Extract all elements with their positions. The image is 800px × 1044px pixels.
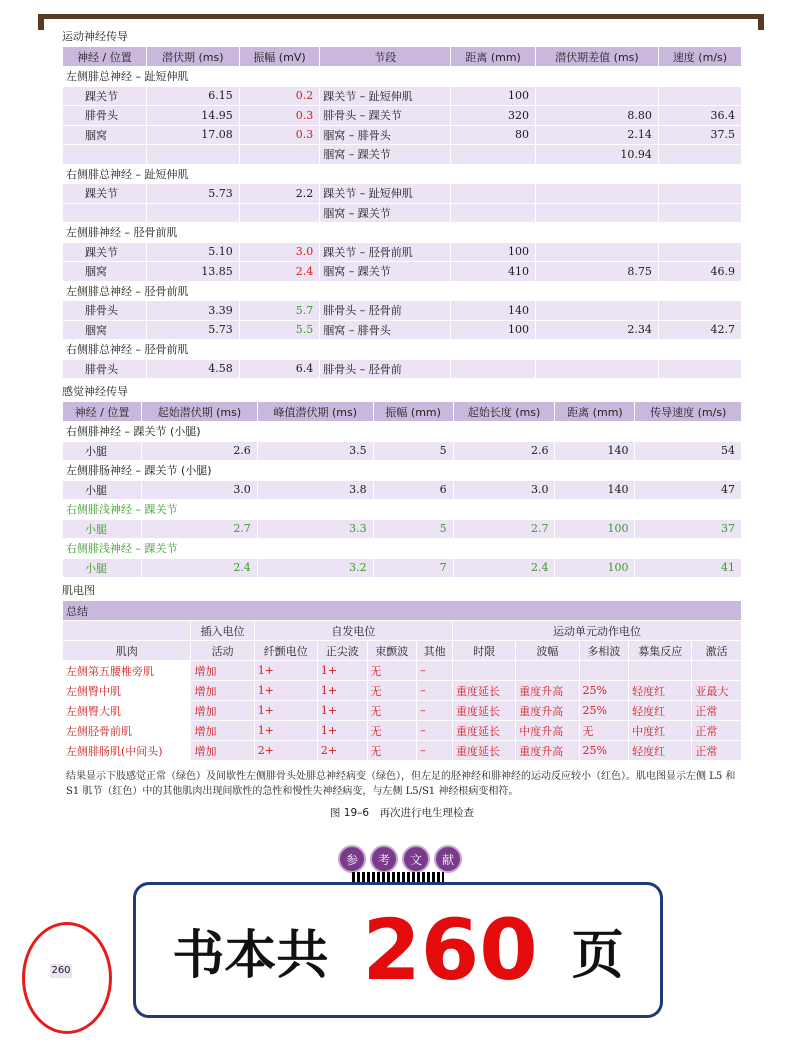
emg-value-cell: –: [417, 661, 453, 681]
top-decorative-bar: [40, 14, 762, 19]
value-cell: 2.6: [453, 441, 555, 461]
latency-cell: 3.39: [146, 301, 239, 321]
emg-value-cell: 正常: [692, 701, 742, 721]
latency-cell: 5.10: [146, 242, 239, 262]
latency-diff-cell: [536, 203, 659, 223]
value-cell: 100: [555, 558, 635, 578]
site-cell: 小腿: [63, 480, 142, 500]
figure-caption: 结果显示下肢感觉正常（绿色）及间歇性左侧腓骨头处腓总神经病变（绿色），但左足的胫神经和腓神经的运动反应较小（红色）。肌电图显示左侧 L5 和 S1 肌节（红色）中的其他肌肉出现间歇性的急性和慢性失神经病变，与左侧 L5/S1 神经根病变相符。: [66, 771, 736, 797]
emg-header-6: 时限: [453, 641, 516, 661]
amplitude-cell: 2.2: [239, 184, 320, 204]
table-row: [63, 340, 742, 360]
table-row: [63, 203, 742, 223]
emg-value-cell: 轻度红: [629, 701, 692, 721]
segment-cell: 腓骨头 – 胫骨前: [320, 359, 451, 379]
emg-value-cell: 增加: [191, 721, 254, 741]
table-row: [63, 480, 742, 500]
table-row: [63, 125, 742, 145]
emg-value-cell: 重度升高: [516, 681, 579, 701]
motor-header-2: 振幅 (mV): [239, 47, 320, 67]
distance-cell: 410: [451, 262, 536, 282]
emg-value-cell: [692, 661, 742, 681]
value-cell: 54: [635, 441, 742, 461]
table-row: [63, 422, 742, 442]
emg-table: [62, 600, 742, 761]
latency-diff-cell: 10.94: [536, 145, 659, 165]
table-row: [63, 721, 742, 741]
site-cell: 踝关节: [63, 86, 147, 106]
table-row: [63, 741, 742, 761]
distance-cell: [451, 145, 536, 165]
table-row: [63, 539, 742, 559]
nerve-group-label: 左侧腓总神经 – 胫骨前肌: [63, 281, 742, 301]
sensory-header-1: 起始潜伏期 (ms): [141, 402, 257, 422]
emg-value-cell: 无: [367, 721, 417, 741]
muscle-cell: 左侧臀大肌: [63, 701, 191, 721]
table-row: [63, 301, 742, 321]
site-cell: 小腿: [63, 558, 142, 578]
site-cell: 小腿: [63, 519, 142, 539]
table-row: [63, 519, 742, 539]
value-cell: 2.4: [453, 558, 555, 578]
emg-value-cell: 增加: [191, 661, 254, 681]
table-row: [63, 86, 742, 106]
emg-value-cell: –: [417, 741, 453, 761]
emg-value-cell: 1+: [317, 701, 367, 721]
banner-prefix: 书本共: [172, 925, 329, 986]
segment-cell: 腘窝 – 腓骨头: [320, 125, 451, 145]
value-cell: 2.6: [141, 441, 257, 461]
emg-value-cell: 1+: [254, 661, 317, 681]
muscle-cell: 左侧腓肠肌(中间头): [63, 741, 191, 761]
emg-value-cell: 无: [579, 721, 629, 741]
site-cell: 踝关节: [63, 184, 147, 204]
latency-cell: 14.95: [146, 106, 239, 126]
emg-value-cell: 重度升高: [516, 741, 579, 761]
emg-value-cell: 无: [367, 661, 417, 681]
emg-value-cell: 中度红: [629, 721, 692, 741]
value-cell: 2.7: [141, 519, 257, 539]
emg-summary-header: 总结: [63, 601, 742, 621]
distance-cell: [451, 184, 536, 204]
latency-cell: 5.73: [146, 320, 239, 340]
motor-header-4: 距离 (mm): [451, 47, 536, 67]
table-row: [63, 184, 742, 204]
emg-value-cell: 1+: [317, 661, 367, 681]
value-cell: 3.3: [257, 519, 373, 539]
site-cell: 腘窝: [63, 262, 147, 282]
muscle-cell: 左侧胫骨前肌: [63, 721, 191, 741]
table-row: [63, 681, 742, 701]
latency-cell: 17.08: [146, 125, 239, 145]
velocity-cell: [658, 301, 741, 321]
value-cell: 3.2: [257, 558, 373, 578]
segment-cell: 腘窝 – 腓骨头: [320, 320, 451, 340]
latency-diff-cell: [536, 301, 659, 321]
emg-value-cell: 增加: [191, 701, 254, 721]
figure-title: 图 19–6 再次进行电生理检查: [329, 807, 475, 819]
emg-value-cell: 正常: [692, 741, 742, 761]
emg-value-cell: 重度延长: [453, 681, 516, 701]
emg-value-cell: –: [417, 681, 453, 701]
emg-value-cell: 1+: [254, 701, 317, 721]
motor-conduction-table: [62, 46, 742, 379]
amplitude-cell: 2.4: [239, 262, 320, 282]
sensory-conduction-table: [62, 401, 742, 578]
distance-cell: [451, 359, 536, 379]
velocity-cell: 36.4: [658, 106, 741, 126]
value-cell: 140: [555, 480, 635, 500]
distance-cell: 140: [451, 301, 536, 321]
sensory-header-4: 起始长度 (ms): [453, 402, 555, 422]
velocity-cell: [658, 184, 741, 204]
table-row: [63, 262, 742, 282]
reference-badge: 文: [402, 845, 430, 873]
emg-header-3: 正尖波: [317, 641, 367, 661]
emg-value-cell: –: [417, 721, 453, 741]
value-cell: 3.5: [257, 441, 373, 461]
table-row: [63, 67, 742, 87]
site-cell: 小腿: [63, 441, 142, 461]
segment-cell: 踝关节 – 趾短伸肌: [320, 86, 451, 106]
velocity-cell: [658, 86, 741, 106]
emg-value-cell: 1+: [317, 681, 367, 701]
emg-value-cell: 中度升高: [516, 721, 579, 741]
muscle-cell: 左侧臀中肌: [63, 681, 191, 701]
distance-cell: [451, 203, 536, 223]
value-cell: 5: [373, 441, 453, 461]
emg-value-cell: 1+: [254, 681, 317, 701]
velocity-cell: [658, 203, 741, 223]
segment-cell: 腘窝 – 踝关节: [320, 262, 451, 282]
velocity-cell: 37.5: [658, 125, 741, 145]
table-row: [63, 145, 742, 165]
latency-cell: [146, 203, 239, 223]
latency-cell: 6.15: [146, 86, 239, 106]
value-cell: 3.0: [141, 480, 257, 500]
amplitude-cell: 0.3: [239, 106, 320, 126]
reference-badge: 参: [338, 845, 366, 873]
emg-value-cell: 无: [367, 681, 417, 701]
velocity-cell: [658, 145, 741, 165]
value-cell: 3.8: [257, 480, 373, 500]
emg-value-cell: 1+: [254, 721, 317, 741]
value-cell: 47: [635, 480, 742, 500]
value-cell: 5: [373, 519, 453, 539]
latency-cell: [146, 145, 239, 165]
table-row: [63, 558, 742, 578]
sensory-header-3: 振幅 (mm): [373, 402, 453, 422]
distance-cell: 100: [451, 320, 536, 340]
latency-cell: 13.85: [146, 262, 239, 282]
table-row: [63, 461, 742, 481]
nerve-group-label: 右侧腓浅神经 – 踝关节: [63, 500, 742, 520]
motor-header-0: 神经 / 位置: [63, 47, 147, 67]
site-cell: [63, 145, 147, 165]
latency-diff-cell: 2.14: [536, 125, 659, 145]
emg-blank-header: [63, 621, 191, 641]
sensory-header-5: 距离 (mm): [555, 402, 635, 422]
motor-header-3: 节段: [320, 47, 451, 67]
latency-diff-cell: [536, 359, 659, 379]
site-cell: 腓骨头: [63, 301, 147, 321]
banner-suffix: 页: [571, 925, 624, 986]
emg-value-cell: 亚最大: [692, 681, 742, 701]
muscle-cell: 左侧第五腰椎旁肌: [63, 661, 191, 681]
reference-badges: [338, 845, 462, 873]
value-cell: 2.4: [141, 558, 257, 578]
site-cell: 腓骨头: [63, 106, 147, 126]
segment-cell: 踝关节 – 趾短伸肌: [320, 184, 451, 204]
table-row: [63, 281, 742, 301]
emg-value-cell: 轻度红: [629, 681, 692, 701]
emg-value-cell: 25%: [579, 681, 629, 701]
nerve-group-label: 右侧腓浅神经 – 踝关节: [63, 539, 742, 559]
emg-value-cell: 2+: [317, 741, 367, 761]
emg-value-cell: 无: [367, 701, 417, 721]
amplitude-cell: 0.2: [239, 86, 320, 106]
value-cell: 6: [373, 480, 453, 500]
emg-value-cell: 重度延长: [453, 741, 516, 761]
amplitude-cell: [239, 203, 320, 223]
table-row: [63, 242, 742, 262]
value-cell: 41: [635, 558, 742, 578]
motor-header-5: 潜伏期差值 (ms): [536, 47, 659, 67]
emg-section-title: 肌电图: [62, 584, 95, 597]
distance-cell: 100: [451, 86, 536, 106]
emg-header-10: 激活: [692, 641, 742, 661]
emg-header-0: 肌肉: [63, 641, 191, 661]
motor-header-6: 速度 (m/s): [658, 47, 741, 67]
latency-diff-cell: [536, 86, 659, 106]
site-cell: 踝关节: [63, 242, 147, 262]
velocity-cell: 46.9: [658, 262, 741, 282]
emg-value-cell: 正常: [692, 721, 742, 741]
emg-header-1: 活动: [191, 641, 254, 661]
sensory-header-0: 神经 / 位置: [63, 402, 142, 422]
emg-value-cell: 1+: [317, 721, 367, 741]
emg-motor-group: 运动单元动作电位: [453, 621, 742, 641]
table-row: [63, 441, 742, 461]
emg-header-2: 纤颤电位: [254, 641, 317, 661]
emg-value-cell: 重度延长: [453, 701, 516, 721]
segment-cell: 踝关节 – 胫骨前肌: [320, 242, 451, 262]
table-row: [63, 320, 742, 340]
banner-number: 260: [362, 901, 538, 999]
table-row: [63, 701, 742, 721]
site-cell: 腘窝: [63, 320, 147, 340]
sensory-header-2: 峰值潜伏期 (ms): [257, 402, 373, 422]
latency-diff-cell: [536, 184, 659, 204]
motor-header-1: 潜伏期 (ms): [146, 47, 239, 67]
value-cell: 140: [555, 441, 635, 461]
emg-header-9: 募集反应: [629, 641, 692, 661]
table-row: [63, 500, 742, 520]
reference-badge: 考: [370, 845, 398, 873]
distance-cell: 100: [451, 242, 536, 262]
emg-value-cell: 重度升高: [516, 701, 579, 721]
site-cell: [63, 203, 147, 223]
page-number: 260: [51, 965, 71, 976]
emg-value-cell: –: [417, 701, 453, 721]
emg-value-cell: 增加: [191, 681, 254, 701]
distance-cell: 80: [451, 125, 536, 145]
emg-spont-group: 自发电位: [254, 621, 452, 641]
sensory-header-6: 传导速度 (m/s): [635, 402, 742, 422]
table-row: [63, 223, 742, 243]
value-cell: 7: [373, 558, 453, 578]
value-cell: 3.0: [453, 480, 555, 500]
table-row: [63, 164, 742, 184]
latency-cell: 5.73: [146, 184, 239, 204]
emg-value-cell: 增加: [191, 741, 254, 761]
emg-value-cell: 轻度红: [629, 741, 692, 761]
velocity-cell: 42.7: [658, 320, 741, 340]
segment-cell: 腘窝 – 踝关节: [320, 203, 451, 223]
emg-value-cell: 2+: [254, 741, 317, 761]
motor-section-title: 运动神经传导: [62, 30, 128, 43]
amplitude-cell: [239, 145, 320, 165]
latency-diff-cell: 2.34: [536, 320, 659, 340]
value-cell: 37: [635, 519, 742, 539]
emg-insert-group: 插入电位: [191, 621, 254, 641]
amplitude-cell: 5.5: [239, 320, 320, 340]
amplitude-cell: 6.4: [239, 359, 320, 379]
segment-cell: 腘窝 – 踝关节: [320, 145, 451, 165]
latency-diff-cell: 8.75: [536, 262, 659, 282]
distance-cell: 320: [451, 106, 536, 126]
reference-badge: 献: [434, 845, 462, 873]
emg-value-cell: [579, 661, 629, 681]
segment-cell: 腓骨头 – 踝关节: [320, 106, 451, 126]
emg-value-cell: [629, 661, 692, 681]
emg-value-cell: 重度延长: [453, 721, 516, 741]
page-number-circle: [22, 922, 112, 1034]
nerve-group-label: 左侧腓神经 – 胫骨前肌: [63, 223, 742, 243]
amplitude-cell: 3.0: [239, 242, 320, 262]
latency-diff-cell: [536, 242, 659, 262]
emg-header-7: 波幅: [516, 641, 579, 661]
sensory-section-title: 感觉神经传导: [62, 385, 128, 398]
page-content: [62, 28, 742, 820]
velocity-cell: [658, 359, 741, 379]
value-cell: 2.7: [453, 519, 555, 539]
emg-value-cell: [516, 661, 579, 681]
segment-cell: 腓骨头 – 胫骨前: [320, 301, 451, 321]
nerve-group-label: 右侧腓总神经 – 胫骨前肌: [63, 340, 742, 360]
site-cell: 腓骨头: [63, 359, 147, 379]
site-cell: 腘窝: [63, 125, 147, 145]
emg-value-cell: 25%: [579, 741, 629, 761]
table-row: [63, 106, 742, 126]
nerve-group-label: 右侧腓总神经 – 趾短伸肌: [63, 164, 742, 184]
table-row: [63, 359, 742, 379]
emg-value-cell: 25%: [579, 701, 629, 721]
nerve-group-label: 左侧腓总神经 – 趾短伸肌: [63, 67, 742, 87]
emg-value-cell: 无: [367, 741, 417, 761]
emg-header-4: 束颤波: [367, 641, 417, 661]
amplitude-cell: 5.7: [239, 301, 320, 321]
emg-header-8: 多相波: [579, 641, 629, 661]
nerve-group-label: 右侧腓神经 – 踝关节 (小腿): [63, 422, 742, 442]
emg-value-cell: [453, 661, 516, 681]
latency-diff-cell: 8.80: [536, 106, 659, 126]
emg-header-5: 其他: [417, 641, 453, 661]
table-row: [63, 661, 742, 681]
latency-cell: 4.58: [146, 359, 239, 379]
value-cell: 100: [555, 519, 635, 539]
velocity-cell: [658, 242, 741, 262]
amplitude-cell: 0.3: [239, 125, 320, 145]
nerve-group-label: 左侧腓肠神经 – 踝关节 (小腿): [63, 461, 742, 481]
page-count-banner: [133, 882, 663, 1018]
